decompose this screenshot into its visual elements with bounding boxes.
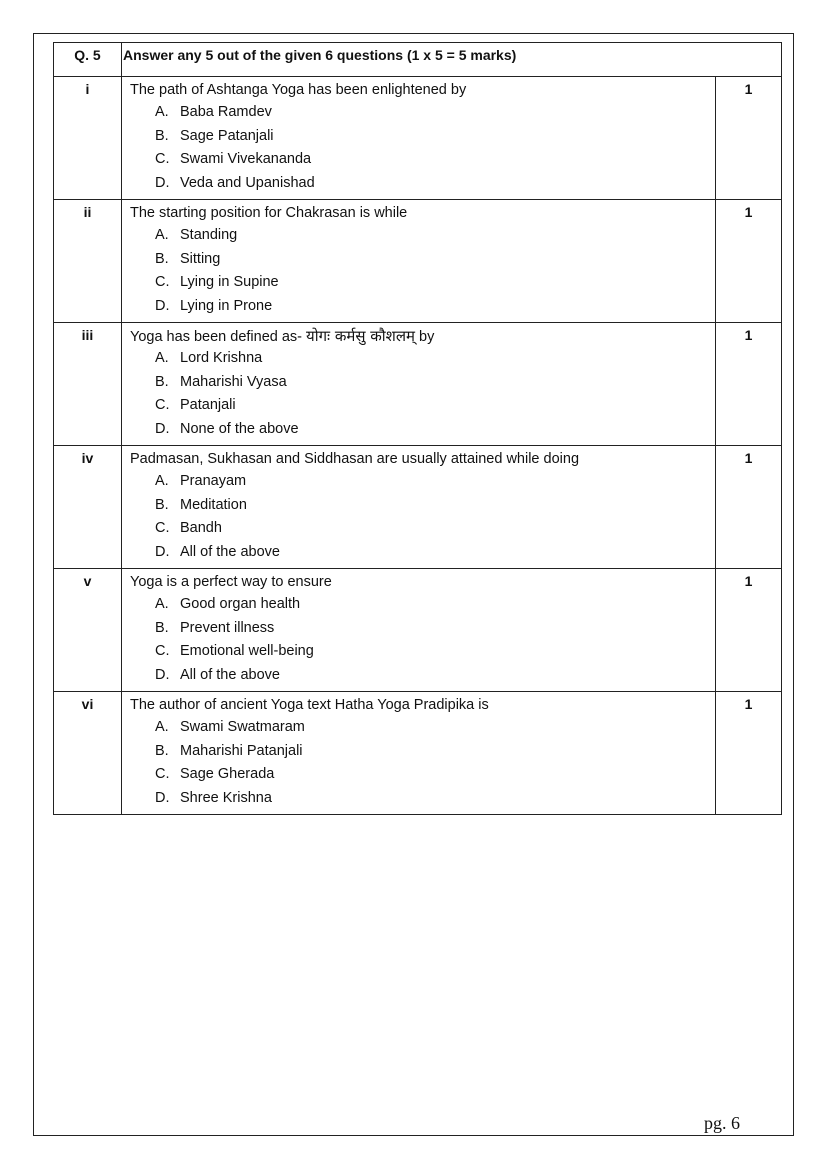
- question-row: [54, 323, 782, 446]
- option-b: B. Sitting: [155, 250, 221, 267]
- option-d: D. All of the above: [155, 666, 280, 683]
- option-b: B. Sage Patanjali: [155, 127, 274, 144]
- table-header-row: [54, 43, 782, 77]
- question-cell: [122, 200, 716, 323]
- option-b: B. Meditation: [155, 496, 247, 513]
- question-number-header: Q. 5: [54, 43, 122, 77]
- option-a: A. Baba Ramdev: [155, 104, 272, 120]
- option-d: D. Lying in Prone: [155, 297, 273, 314]
- question-row: [54, 446, 782, 569]
- question-row: [54, 692, 782, 815]
- option-b: B. Maharishi Patanjali: [155, 742, 303, 759]
- question-table: [53, 42, 782, 815]
- instruction-text: Answer any 5 out of the given 6 questions (1 x 5 = 5 marks): [122, 43, 782, 77]
- option-b: B. Maharishi Vyasa: [155, 373, 287, 390]
- option-c: C. Sage Gherada: [155, 766, 275, 782]
- question-text: Yoga has been defined as- योगः कर्मसु कौशलम् by: [130, 327, 435, 345]
- option-c: C. Swami Vivekananda: [155, 151, 312, 167]
- option-c: C. Bandh: [155, 520, 222, 536]
- sanskrit-quote: योगः कर्मसु कौशलम्: [306, 327, 416, 345]
- question-number: iii: [54, 323, 122, 446]
- option-a: A. Swami Swatmaram: [155, 719, 305, 735]
- marks-value: 1: [716, 77, 782, 200]
- question-cell: [122, 692, 716, 815]
- question-number: i: [54, 77, 122, 200]
- option-a: A. Pranayam: [155, 473, 247, 489]
- option-a: A. Standing: [155, 227, 238, 243]
- marks-value: 1: [716, 446, 782, 569]
- question-cell: [122, 323, 716, 446]
- question-text: The author of ancient Yoga text Hatha Yoga Pradipika is: [130, 697, 489, 713]
- marks-value: 1: [716, 323, 782, 446]
- question-text: Padmasan, Sukhasan and Siddhasan are usually attained while doing: [130, 451, 580, 467]
- question-number: vi: [54, 692, 122, 815]
- option-c: C. Emotional well-being: [155, 643, 314, 659]
- question-cell: [122, 446, 716, 569]
- question-row: [54, 77, 782, 200]
- question-cell: [122, 77, 716, 200]
- option-d: D. All of the above: [155, 543, 280, 560]
- option-c: C. Patanjali: [155, 397, 236, 413]
- question-text: Yoga is a perfect way to ensure: [130, 574, 332, 590]
- option-d: D. None of the above: [155, 420, 299, 437]
- question-row: [54, 200, 782, 323]
- option-c: C. Lying in Supine: [155, 274, 279, 290]
- option-a: A. Lord Krishna: [155, 350, 263, 366]
- option-d: D. Veda and Upanishad: [155, 174, 315, 191]
- marks-value: 1: [716, 200, 782, 323]
- question-cell: [122, 569, 716, 692]
- question-number: ii: [54, 200, 122, 323]
- question-row: [54, 569, 782, 692]
- page-number: pg. 6: [704, 1113, 740, 1133]
- option-a: A. Good organ health: [155, 596, 301, 612]
- marks-value: 1: [716, 692, 782, 815]
- question-number: v: [54, 569, 122, 692]
- question-text: The path of Ashtanga Yoga has been enlightened by: [130, 82, 467, 98]
- option-b: B. Prevent illness: [155, 619, 275, 636]
- question-text: The starting position for Chakrasan is while: [130, 205, 408, 221]
- question-number: iv: [54, 446, 122, 569]
- option-d: D. Shree Krishna: [155, 789, 272, 806]
- marks-value: 1: [716, 569, 782, 692]
